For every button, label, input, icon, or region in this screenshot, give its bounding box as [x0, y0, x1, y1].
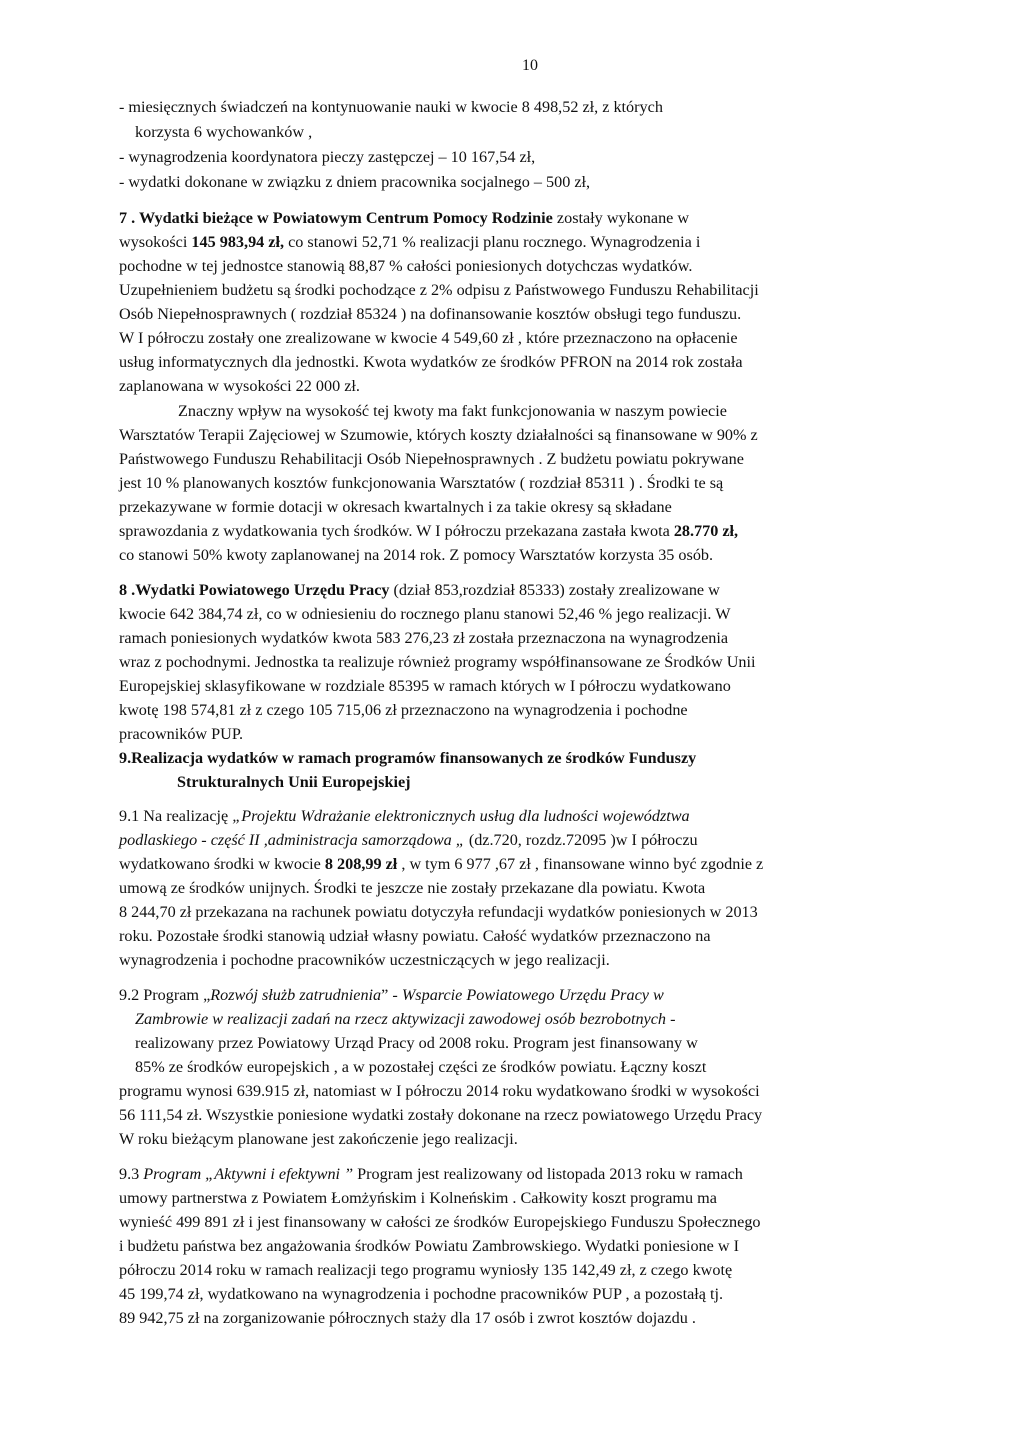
page-number: 10 — [522, 57, 538, 74]
text-run: 9.3 — [119, 1165, 144, 1183]
text-run: kwotę 198 574,81 zł z czego 105 715,06 zł przeznaczono na wynagrodzenia i pochodne — [119, 701, 688, 719]
text-run: - miesięcznych świadczeń na kontynuowanie nauki w kwocie 8 498,52 zł, z których — [119, 98, 663, 116]
text-run: wysokości — [119, 233, 192, 251]
text-run: zostały wykonane w — [552, 209, 690, 227]
text-line — [178, 401, 727, 421]
text-line — [119, 1284, 723, 1304]
text-line — [135, 122, 312, 142]
text-run: 9.Realizacja wydatków w ramach programów finansowanych ze środków Funduszy — [119, 749, 697, 767]
text-run: zaplanowana w wysokości 22 000 zł. — [119, 377, 360, 395]
text-run: 9.2 Program „ — [119, 986, 211, 1004]
text-line — [119, 304, 741, 324]
text-run: Strukturalnych Unii Europejskiej — [177, 773, 411, 791]
text-run: W I półroczu zostały one zrealizowane w kwocie 4 549,60 zł , które przeznaczono na opłacenie — [119, 329, 738, 347]
text-run: 9.1 Na realizację — [119, 807, 233, 825]
text-run: 28.770 zł, — [673, 522, 739, 540]
text-run: półroczu 2014 roku w ramach realizacji tego programu wyniosły 135 142,49 zł, z czego kwotę — [119, 1261, 733, 1279]
text-run: Znaczny wpływ na wysokość tej kwoty ma fakt funkcjonowania w naszym powiecie — [178, 402, 727, 420]
text-run: umowy partnerstwa z Powiatem Łomżyńskim i Kolneńskim . Całkowity koszt programu ma — [119, 1189, 717, 1207]
text-run: pracowników PUP. — [119, 725, 244, 743]
text-run: Osób Niepełnosprawnych ( rozdział 85324 ) na dofinansowanie kosztów obsługi tego funduszu. — [119, 305, 742, 323]
text-line — [119, 748, 696, 768]
text-line — [135, 1033, 698, 1053]
text-run: - wynagrodzenia koordynatora pieczy zastępczej – 10 167,54 zł, — [119, 148, 536, 166]
text-line — [135, 1009, 675, 1029]
text-run: 7 . Wydatki bieżące w Powiatowym Centrum Pomocy Rodzinie — [119, 209, 553, 227]
text-line — [119, 1105, 762, 1125]
text-line — [135, 1057, 706, 1077]
text-line — [119, 580, 720, 600]
text-line — [119, 806, 690, 826]
text-run: Rozwój służb zatrudnienia — [210, 986, 382, 1004]
text-run: programu wynosi 639.915 zł, natomiast w I półroczu 2014 roku wydatkowano środki w wysokości — [119, 1082, 760, 1100]
text-run: 56 111,54 zł. Wszystkie poniesione wydatki zostały dokonane na rzecz powiatowego Urzędu Pracy — [119, 1106, 763, 1124]
text-line — [119, 376, 360, 396]
text-line — [119, 1129, 518, 1149]
text-run: Program „Aktywni i efektywni ” — [143, 1165, 354, 1183]
text-line — [119, 1081, 760, 1101]
text-line — [119, 854, 763, 874]
text-line — [119, 473, 723, 493]
text-run: co stanowi 50% kwoty zaplanowanej na 2014 rok. Z pomocy Warsztatów korzysta 35 osób. — [119, 546, 714, 564]
text-run: - wydatki dokonane w związku z dniem pracownika socjalnego – 500 zł, — [119, 173, 591, 191]
text-line — [119, 232, 700, 252]
text-run: wydatkowano środki w kwocie — [119, 855, 325, 873]
text-run: (dz.720, rozdz.72095 )w I półroczu — [464, 831, 698, 849]
text-line — [119, 724, 243, 744]
text-run: pochodne w tej jednostce stanowią 88,87 % całości poniesionych dotychczas wydatków. — [119, 257, 693, 275]
text-line — [119, 497, 672, 517]
text-line — [177, 772, 411, 792]
text-line — [119, 878, 705, 898]
text-run: Uzupełnieniem budżetu są środki pochodzące z 2% odpisu z Państwowego Funduszu Rehabilitacji — [119, 281, 759, 299]
text-line — [119, 628, 728, 648]
text-run: 8 .Wydatki Powiatowego Urzędu Pracy — [119, 581, 390, 599]
text-line — [119, 208, 689, 228]
text-line — [119, 545, 713, 565]
text-run: wraz z pochodnymi. Jednostka ta realizuje również programy współfinansowane ze Środków Unii — [119, 653, 756, 671]
text-run: Program jest realizowany od listopada 2013 roku w ramach — [353, 1165, 743, 1183]
text-line — [119, 521, 738, 541]
text-run: realizowany przez Powiatowy Urząd Pracy od 2008 roku. Program jest finansowany w — [135, 1034, 698, 1052]
text-line — [119, 676, 731, 696]
text-line — [119, 352, 743, 372]
text-line — [119, 97, 663, 117]
text-run: sprawozdania z wydatkowania tych środków. W I półroczu przekazana zastała kwota — [119, 522, 674, 540]
text-line — [119, 1212, 761, 1232]
text-line — [119, 1164, 743, 1184]
text-run: Wsparcie Powiatowego Urzędu Pracy w — [401, 986, 664, 1004]
text-run: kwocie 642 384,74 zł, co w odniesieniu do rocznego planu stanowi 52,46 % jego realizacji. W — [119, 605, 731, 623]
text-run: usług informatycznych dla jednostki. Kwota wydatków ze środków PFRON na 2014 rok została — [119, 353, 743, 371]
text-run: Zambrowie w realizacji zadań na rzecz aktywizacji zawodowej osób bezrobotnych - — [135, 1010, 676, 1028]
text-run: podlaskiego - część II ,administracja samorządowa „ — [119, 831, 465, 849]
text-line — [119, 830, 698, 850]
text-run: 8 244,70 zł przekazana na rachunek powiatu dotyczyła refundacji wydatków poniesionych w 2013 — [119, 903, 758, 921]
text-run: ” - — [381, 986, 402, 1004]
text-line — [119, 256, 692, 276]
text-run: , w tym 6 977 ,67 zł , finansowane winno być zgodnie z — [397, 855, 764, 873]
text-run: (dział 853,rozdział 85333) zostały zrealizowane w — [389, 581, 720, 599]
text-line — [119, 902, 758, 922]
text-line — [119, 1260, 732, 1280]
text-line — [119, 449, 744, 469]
text-run: ramach poniesionych wydatków kwota 583 276,23 zł została przeznaczona na wynagrodzenia — [119, 629, 729, 647]
text-line — [119, 950, 610, 970]
text-line — [119, 328, 738, 348]
text-line — [119, 985, 664, 1005]
text-line — [119, 172, 590, 192]
text-line — [119, 147, 535, 167]
text-line — [119, 280, 759, 300]
text-run: Warsztatów Terapii Zajęciowej w Szumowie, których koszty działalności są finansowane w 90% z — [119, 426, 758, 444]
text-run: wynagrodzenia i pochodne pracowników uczestniczących w jego realizacji. — [119, 951, 610, 969]
text-line — [119, 1188, 717, 1208]
text-run: 145 983,94 zł, — [191, 233, 285, 251]
text-line — [119, 604, 731, 624]
text-run: W roku bieżącym planowane jest zakończenie jego realizacji. — [119, 1130, 518, 1148]
text-run: „Projektu Wdrażanie elektronicznych usług dla ludności województwa — [232, 807, 690, 825]
text-run: umową ze środków unijnych. Środki te jeszcze nie zostały przekazane dla powiatu. Kwota — [119, 879, 706, 897]
text-run: przekazywane w formie dotacji w okresach kwartalnych i za takie okresy są składane — [119, 498, 672, 516]
text-run: jest 10 % planowanych kosztów funkcjonowania Warsztatów ( rozdział 85311 ) . Środki te są — [119, 474, 724, 492]
text-run: co stanowi 52,71 % realizacji planu rocznego. Wynagrodzenia i — [284, 233, 701, 251]
text-run: wynieść 499 891 zł i jest finansowany w całości ze środków Europejskiego Funduszu Społecznego — [119, 1213, 761, 1231]
text-line — [119, 700, 688, 720]
text-run: i budżetu państwa bez angażowania środków Powiatu Zambrowskiego. Wydatki poniesione w I — [119, 1237, 739, 1255]
text-run: 8 208,99 zł — [324, 855, 398, 873]
text-run: Europejskiej sklasyfikowane w rozdziale 85395 w ramach których w I półroczu wydatkowano — [119, 677, 731, 695]
text-run: korzysta 6 wychowanków , — [135, 123, 313, 141]
text-line — [119, 425, 758, 445]
text-line — [119, 652, 756, 672]
text-run: 85% ze środków europejskich , a w pozostałej części ze środków powiatu. Łączny koszt — [135, 1058, 707, 1076]
text-line — [119, 926, 711, 946]
text-line — [119, 1236, 739, 1256]
text-run: 89 942,75 zł na zorganizowanie półrocznych staży dla 17 osób i zwrot kosztów dojazdu . — [119, 1309, 696, 1327]
text-run: roku. Pozostałe środki stanowią udział własny powiatu. Całość wydatków przeznaczono na — [119, 927, 711, 945]
text-run: 45 199,74 zł, wydatkowano na wynagrodzenia i pochodne pracowników PUP , a pozostałą tj. — [119, 1285, 724, 1303]
text-line — [119, 1308, 696, 1328]
text-run: Państwowego Funduszu Rehabilitacji Osób Niepełnosprawnych . Z budżetu powiatu pokrywane — [119, 450, 744, 468]
